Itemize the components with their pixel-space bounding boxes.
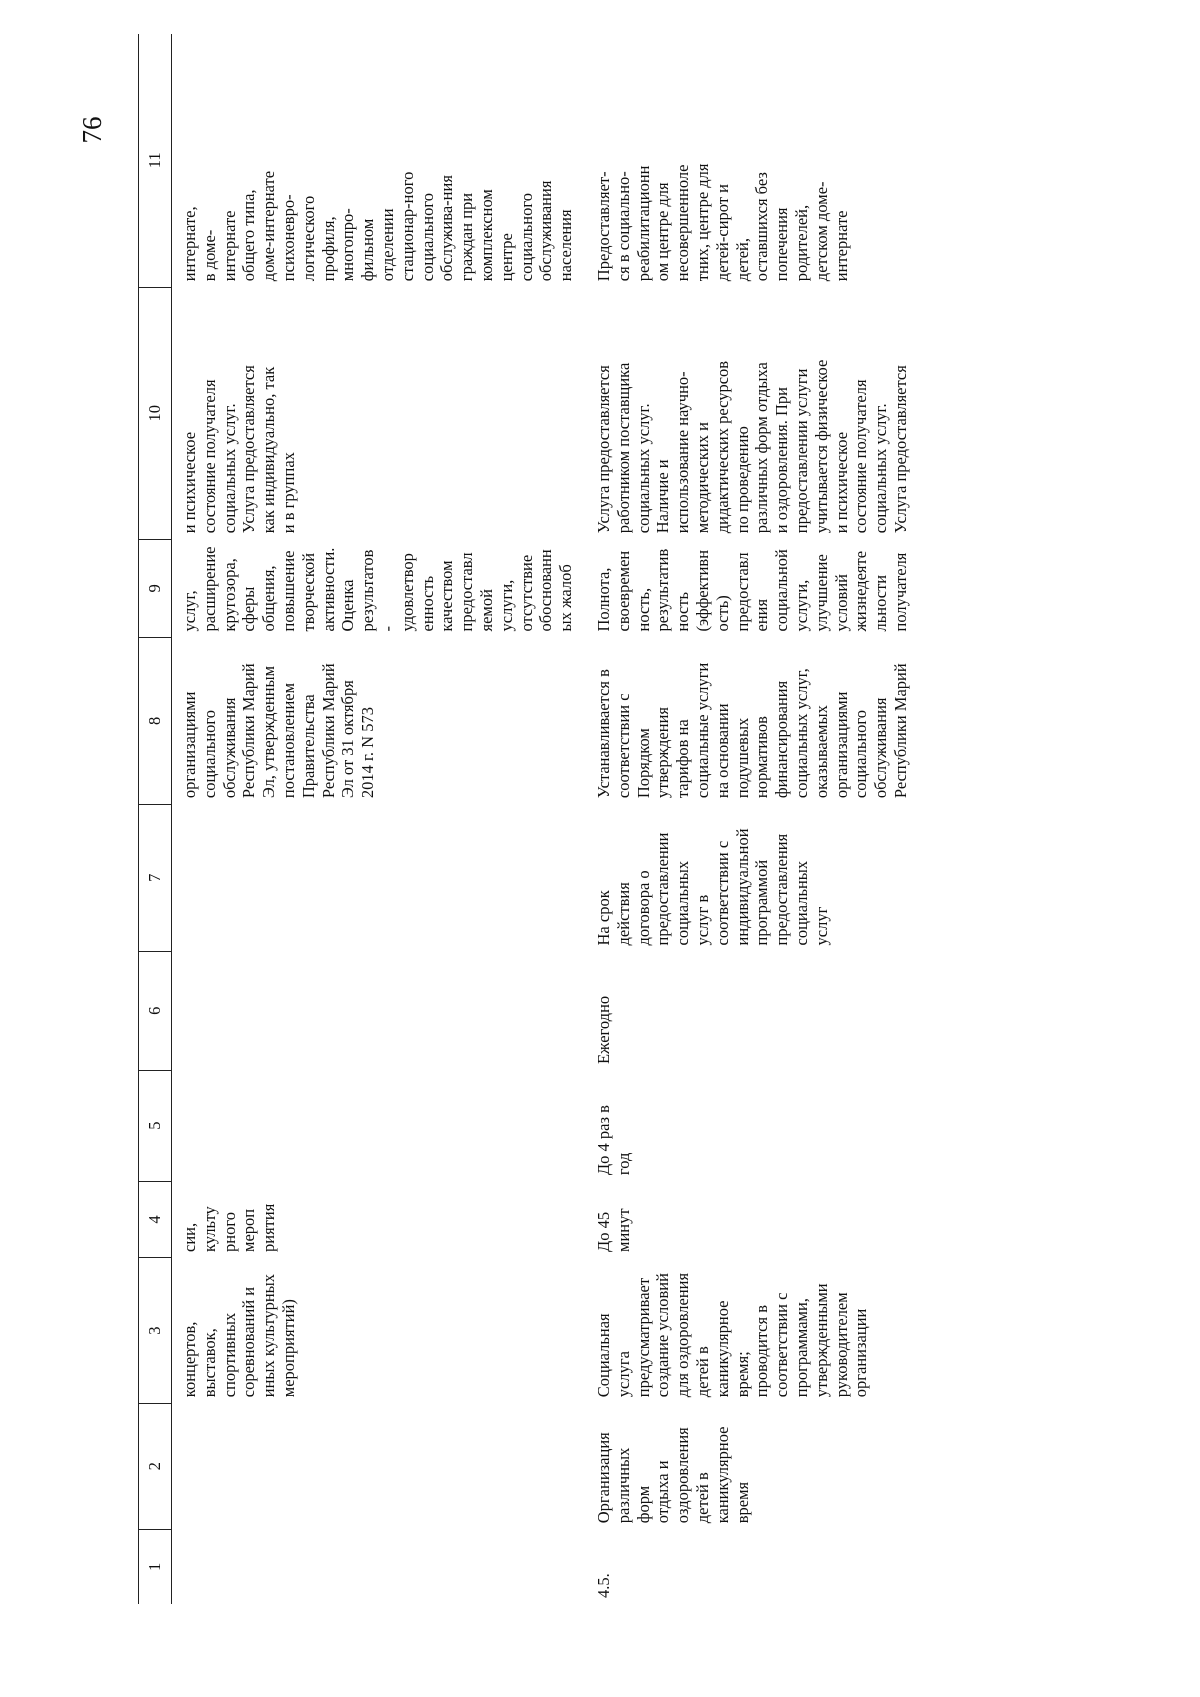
cell-term: На срок действия договора о предоставлении социальных услуг в соответствии с индивидуальной программой предоставления социальных услуг — [594, 828, 831, 946]
cell-quality-indicators: услуг, расширение кругозора, сферы общения, повышение творческой активности. Оценка результатов - удовлетвор енность качеством предоставл яемой услуги, отсутствие обоснованн ых жалоб — [180, 546, 576, 632]
column-header: 8 — [139, 638, 172, 805]
cell-conditions: и психическое состояние получателя социальных услуг. Услуга предоставляется как индивидуально, так и в группах — [180, 365, 298, 534]
cell-number: 4.5. — [594, 1573, 613, 1598]
table-row-continued — [172, 34, 585, 1604]
column-header: 2 — [139, 1403, 172, 1529]
column-header: 9 — [139, 539, 172, 637]
column-header: 6 — [139, 951, 172, 1070]
column-header: 7 — [139, 804, 172, 951]
cell-conditions: Услуга предоставляется работником поставщика социальных услуг. Наличие и использование научно- методических и дидактических ресурсов по проведению различных форм отдыха и оздоровления. При предоставлении услуги учитывается физическое и психическое состояние получателя социальных услуг. Услуга предоставляется — [594, 359, 910, 534]
column-header: 1 — [139, 1529, 172, 1604]
column-header: 5 — [139, 1070, 172, 1181]
cell-service-description: Социальная услуга предусматривает создание условий для оздоровления детей в каникулярное время; проводится в соответствии с программами, утвержденными руководителем организации — [594, 1272, 871, 1398]
column-number-header — [139, 34, 172, 1604]
cell-period: Ежегодно — [594, 995, 613, 1065]
page-number: 76 — [77, 116, 107, 144]
cell-duration: До 45 минут — [594, 1208, 633, 1252]
rotated-table-wrapper — [138, 34, 1184, 1604]
cell-duration: сии, культу рного мероп риятия — [180, 1203, 279, 1252]
cell-providers: интернате, в доме- интернате общего типа, доме-интернате психоневро- логического профиля, многопро- фильном отделении стационар-ного социального обслужива-ния граждан при комплексном центре социального обслуживания населения — [180, 170, 576, 282]
table-row-4-5 — [584, 34, 1189, 1604]
column-header: 11 — [139, 34, 172, 287]
cell-service-name: Организация различных форм отдыха и оздоровления детей в каникулярное время — [594, 1426, 752, 1524]
cell-tariff: Устанавливается в соответствии с Порядком утверждения тарифов на социальные услуги на основании подушевых нормативов финансирования социальных услуг, оказываемых организациями социального обслуживания Республики Марий — [594, 662, 910, 799]
cell-frequency: До 4 раз в год — [594, 1105, 633, 1176]
services-table — [138, 34, 1189, 1604]
cell-tariff: организациями социального обслуживания Республики Марий Эл, утвержденным постановлением Правительства Республики Марий Эл от 31 октября 2014 г. N 573 — [180, 663, 378, 799]
column-header: 3 — [139, 1258, 172, 1403]
cell-service-description: концертов, выставок, спортивных соревнований и иных культурных мероприятий) — [180, 1274, 298, 1398]
column-header: 10 — [139, 287, 172, 539]
column-header: 4 — [139, 1181, 172, 1258]
cell-providers: Предоставляет- ся в социально- реабилитационн ом центре для несовершенноле тних, центре для детей-сирот и детей, оставшихся без попечения родителей, детском доме- интернате — [594, 163, 851, 282]
cell-quality-indicators: Полнота, своевремен ность, результатив ность (эффективн ость) предоставл ения социальной услуги, улучшение условий жизнедеяте льности получателя — [594, 548, 910, 632]
